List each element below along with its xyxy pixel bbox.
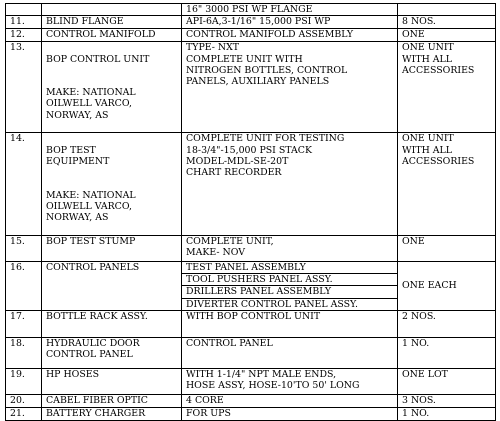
item-cell: CABEL FIBER OPTIC [42, 394, 182, 407]
item-cell [42, 42, 182, 133]
description-cell: COMPLETE UNIT, MAKE- NOV [182, 235, 398, 261]
sub-description-cell: TEST PANEL ASSEMBLY [182, 261, 398, 273]
serial-cell: 15. [6, 235, 42, 261]
table-row [6, 16, 496, 29]
equipment-table [5, 3, 496, 421]
serial-cell: 11. [6, 16, 42, 29]
table-row [6, 133, 496, 235]
serial-cell: 17. [6, 310, 42, 337]
quantity-cell: 1 NO. [398, 407, 496, 420]
description-cell: API-6A,3-1/16" 15,000 PSI WP [182, 16, 398, 29]
table-row [6, 368, 496, 394]
sub-description-cell: TOOL PUSHERS PANEL ASSY. [182, 274, 398, 286]
table-row [6, 394, 496, 407]
item-make: MAKE: NATIONAL OILWELL VARCO, NORWAY, AS [46, 189, 136, 224]
quantity-cell: ONE LOT [398, 368, 496, 394]
table-row [6, 235, 496, 261]
quantity-cell: ONE UNIT WITH ALL ACCESSORIES [398, 133, 496, 235]
item-make: MAKE: NATIONAL OILWELL VARCO, NORWAY, AS [46, 87, 136, 121]
item-cell: CONTROL MANIFOLD [42, 29, 182, 42]
item-cell: BOTTLE RACK ASSY. [42, 310, 182, 337]
item-cell: BLIND FLANGE [42, 16, 182, 29]
quantity-cell: ONE [398, 235, 496, 261]
item-cell [42, 133, 182, 235]
description-cell: CONTROL MANIFOLD ASSEMBLY [182, 29, 398, 42]
table-row [6, 337, 496, 368]
description-cell: WITH 1-1/4" NPT MALE ENDS, HOSE ASSY, HOSE-10'TO 50' LONG [182, 368, 398, 394]
sub-description-cell: DRILLERS PANEL ASSEMBLY [182, 286, 398, 298]
item-cell: CONTROL PANELS [42, 261, 182, 310]
serial-cell [6, 4, 42, 16]
serial-cell: 18. [6, 337, 42, 368]
item-cell: BATTERY CHARGER [42, 407, 182, 420]
item-cell: HYDRAULIC DOOR CONTROL PANEL [42, 337, 182, 368]
quantity-cell: 3 NOS. [398, 394, 496, 407]
item-cell: BOP TEST STUMP [42, 235, 182, 261]
sub-description-cell: DIVERTER CONTROL PANEL ASSY. [182, 298, 398, 310]
quantity-cell: ONE EACH [398, 261, 496, 310]
description-cell: FOR UPS [182, 407, 398, 420]
serial-cell: 21. [6, 407, 42, 420]
description-cell: CONTROL PANEL [182, 337, 398, 368]
table-row [6, 29, 496, 42]
serial-cell: 19. [6, 368, 42, 394]
item-cell: HP HOSES [42, 368, 182, 394]
serial-cell: 12. [6, 29, 42, 42]
description-cell: COMPLETE UNIT FOR TESTING 18-3/4"-15,000 PSI STACK MODEL-MDL-SE-20T CHART RECORDER [182, 133, 398, 235]
table-row [6, 407, 496, 420]
item-name: BOP CONTROL UNIT [46, 53, 150, 65]
quantity-cell: 1 NO. [398, 337, 496, 368]
description-cell: TYPE- NXT COMPLETE UNIT WITH NITROGEN BOTTLES, CONTROL PANELS, AUXILIARY PANELS [182, 42, 398, 133]
table-row [6, 42, 496, 133]
item-cell [42, 4, 182, 16]
serial-cell: 20. [6, 394, 42, 407]
description-cell: WITH BOP CONTROL UNIT [182, 310, 398, 337]
item-name: BOP TEST EQUIPMENT [46, 144, 110, 167]
serial-cell: 14. [6, 133, 42, 235]
table-row [6, 4, 496, 16]
table-row [6, 310, 496, 337]
table-row [6, 261, 496, 273]
quantity-cell [398, 4, 496, 16]
quantity-cell: 2 NOS. [398, 310, 496, 337]
description-cell: 4 CORE [182, 394, 398, 407]
serial-cell: 16. [6, 261, 42, 310]
serial-cell: 13. [6, 42, 42, 133]
quantity-cell: 8 NOS. [398, 16, 496, 29]
quantity-cell: ONE [398, 29, 496, 42]
description-cell: 16" 3000 PSI WP FLANGE [182, 4, 398, 16]
quantity-cell: ONE UNIT WITH ALL ACCESSORIES [398, 42, 496, 133]
